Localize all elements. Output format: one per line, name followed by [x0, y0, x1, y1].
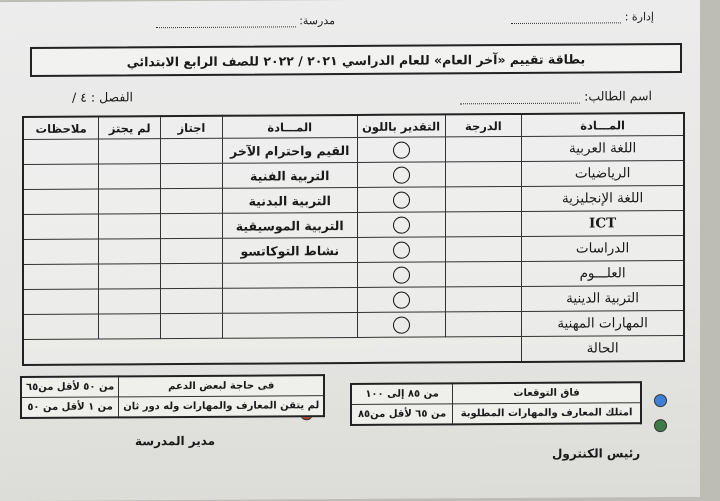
- principal-signature-label: مدير المدرسة: [135, 433, 216, 449]
- subject-tokkatsu: نشاط التوكاتسو: [222, 237, 357, 263]
- student-name-label: اسم الطالب:: [584, 88, 652, 104]
- green-dot-icon: [654, 419, 667, 432]
- notes-cell[interactable]: [23, 239, 99, 264]
- school-line: [156, 14, 335, 28]
- class-label: الفصل : ٤ /: [72, 89, 133, 105]
- passed-cell[interactable]: [161, 238, 223, 263]
- header-subject-right: المـــادة: [522, 113, 684, 136]
- passed-cell[interactable]: [161, 313, 223, 338]
- rating-circle-icon[interactable]: [393, 191, 410, 208]
- rating-cell[interactable]: [357, 262, 445, 288]
- legend-left-table: [20, 374, 325, 419]
- rating-circle-icon[interactable]: [393, 316, 410, 333]
- grade-cell[interactable]: [445, 186, 522, 211]
- notes-cell[interactable]: [23, 314, 99, 339]
- table-row: [23, 335, 684, 365]
- subject-music: التربية الموسيقية: [222, 212, 357, 238]
- legend-needs-support-label: فى حاجة لبعض الدعم: [119, 375, 325, 397]
- rating-circle-icon[interactable]: [393, 291, 410, 308]
- rating-circle-icon[interactable]: [393, 266, 410, 283]
- legend-not-mastered-label: لم يتقن المعارف والمهارات وله دور ثان: [119, 396, 325, 418]
- passed-cell[interactable]: [161, 163, 223, 188]
- subject-social-studies: الدراسات: [522, 235, 684, 261]
- admin-line: [511, 10, 654, 24]
- header-passed: اجتاز: [161, 116, 223, 139]
- not-passed-cell[interactable]: [99, 314, 161, 339]
- subject-arabic: اللغة العربية: [522, 135, 684, 161]
- student-name-line: [460, 88, 652, 104]
- admin-field[interactable]: [511, 22, 621, 24]
- empty-subject-cell: [222, 312, 357, 338]
- rating-cell[interactable]: [357, 187, 445, 213]
- rating-cell[interactable]: [357, 237, 445, 263]
- legend-needs-support-range: من ٥٠ لأقل من٦٥: [21, 376, 119, 397]
- subject-math: الرياضيات: [522, 160, 684, 186]
- passed-cell[interactable]: [161, 138, 223, 163]
- subject-art: التربية الفنية: [222, 162, 357, 188]
- rating-circle-icon[interactable]: [393, 141, 410, 158]
- status-value-cell[interactable]: [23, 336, 522, 365]
- notes-cell[interactable]: [23, 214, 99, 239]
- legend-not-mastered-range: من ١ لأقل من ٥٠: [21, 397, 119, 418]
- grade-cell[interactable]: [445, 211, 522, 236]
- rating-circle-icon[interactable]: [393, 216, 410, 233]
- passed-cell[interactable]: [161, 288, 223, 313]
- not-passed-cell[interactable]: [99, 164, 161, 189]
- grades-table: [22, 112, 685, 366]
- subject-science: العلـــوم: [522, 260, 684, 286]
- card-title-box: [30, 43, 682, 77]
- subject-pe: التربية البدنية: [222, 187, 357, 213]
- subject-english: اللغة الإنجليزية: [522, 185, 684, 211]
- passed-cell[interactable]: [161, 213, 223, 238]
- student-name-field[interactable]: [460, 103, 580, 105]
- notes-cell[interactable]: [23, 139, 99, 164]
- subject-religion: التربية الدينية: [522, 285, 684, 311]
- rating-cell[interactable]: [357, 162, 445, 188]
- notes-cell[interactable]: [23, 164, 99, 189]
- subject-values: القيم واحترام الآخر: [222, 137, 357, 163]
- subject-ict: ICT: [522, 210, 684, 236]
- school-label: مدرسة:: [299, 14, 335, 28]
- not-passed-cell[interactable]: [99, 214, 161, 239]
- rating-circle-icon[interactable]: [393, 241, 410, 258]
- subject-vocational: المهارات المهنية: [522, 310, 684, 336]
- school-field[interactable]: [156, 26, 296, 28]
- grade-cell[interactable]: [445, 136, 522, 161]
- card-title: بطاقة تقييم «آخر العام» للعام الدراسي ٢٠٢١ / ٢٠٢٢ للصف الرابع الابتدائي: [126, 51, 586, 69]
- grade-cell[interactable]: [445, 236, 522, 261]
- notes-cell[interactable]: [23, 264, 99, 289]
- passed-cell[interactable]: [161, 263, 223, 288]
- grade-cell[interactable]: [445, 161, 522, 186]
- empty-subject-cell: [222, 287, 357, 313]
- legend-mastered-label: امتلك المعارف والمهارات المطلوبة: [453, 403, 641, 425]
- class-line: [72, 89, 133, 104]
- header-not-passed: لم يجتز: [99, 116, 161, 139]
- passed-cell[interactable]: [161, 188, 223, 213]
- status-label: الحالة: [522, 335, 684, 361]
- legend-exceeds-range: من ٨٥ إلى ١٠٠: [351, 383, 453, 404]
- notes-cell[interactable]: [23, 189, 99, 214]
- header-color-rating: التقدير باللون: [357, 114, 445, 137]
- grade-cell[interactable]: [445, 261, 522, 286]
- blue-dot-icon: [654, 394, 667, 407]
- rating-cell[interactable]: [357, 212, 445, 238]
- header-notes: ملاحظات: [23, 117, 99, 140]
- rating-cell[interactable]: [357, 137, 445, 163]
- legend-exceeds-label: فاق التوقعات: [453, 382, 641, 404]
- grade-cell[interactable]: [445, 311, 522, 336]
- header-grade: الدرجة: [445, 114, 522, 137]
- notes-cell[interactable]: [23, 289, 99, 314]
- not-passed-cell[interactable]: [99, 264, 161, 289]
- header-subject-left: المـــادة: [222, 115, 357, 138]
- rating-circle-icon[interactable]: [393, 166, 410, 183]
- legend-mastered-range: من ٦٥ لأقل من٨٥: [351, 404, 453, 425]
- rating-cell[interactable]: [357, 312, 445, 338]
- not-passed-cell[interactable]: [99, 189, 161, 214]
- legend-right-table: [350, 381, 642, 426]
- not-passed-cell[interactable]: [99, 289, 161, 314]
- admin-label: إدارة :: [624, 10, 654, 24]
- grade-cell[interactable]: [445, 286, 522, 311]
- not-passed-cell[interactable]: [99, 239, 161, 264]
- rating-cell[interactable]: [357, 287, 445, 313]
- empty-subject-cell: [222, 262, 357, 288]
- not-passed-cell[interactable]: [99, 139, 161, 164]
- control-head-signature-label: رئيس الكنترول: [552, 446, 641, 461]
